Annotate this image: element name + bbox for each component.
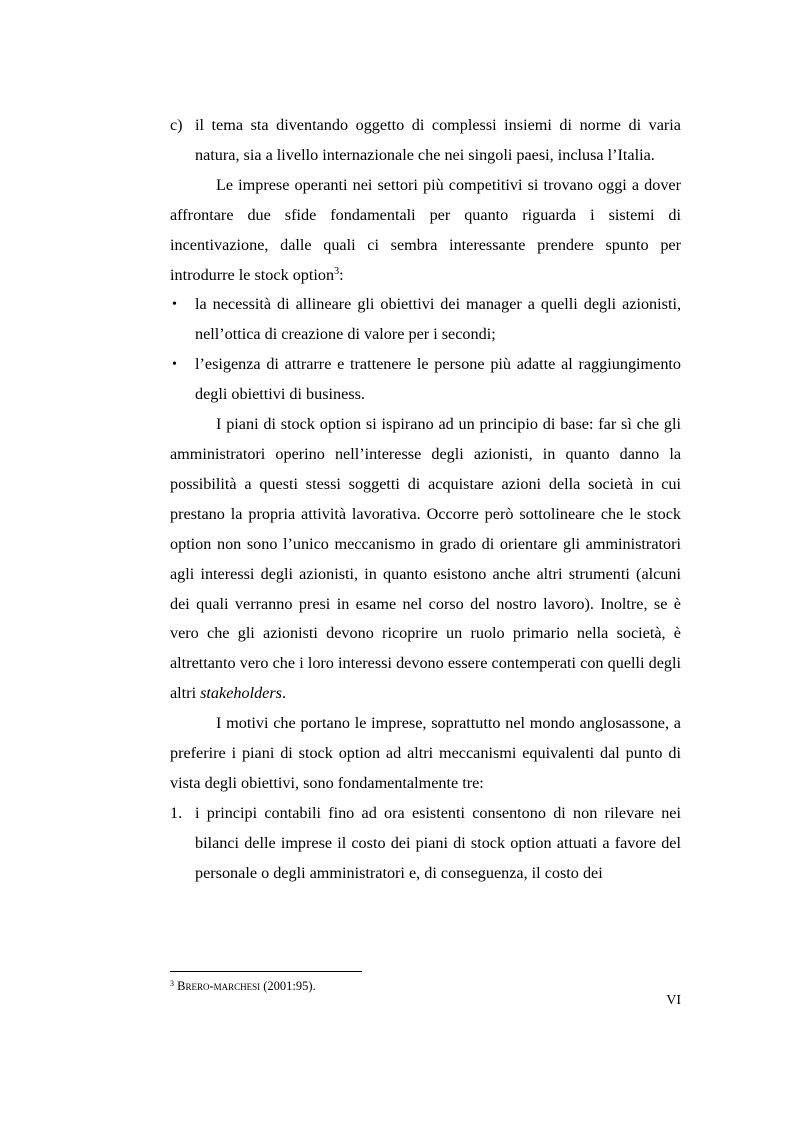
italic-term: stakeholders <box>200 684 282 703</box>
numbered-text: i principi contabili fino ad ora esistenti consentono di non rilevare nei bilanci delle imprese il costo dei piani di stock option attuati a favore del personale o degli amministratori e, di conseguenza, il costo dei <box>195 803 681 882</box>
footnote-reference[interactable]: 3 <box>334 265 340 277</box>
footnote-citation: (2001:95). <box>263 979 316 993</box>
paragraph-text: I piani di stock option si ispirano ad un principio di base: far sì che gli amministratori operino nell’interesse degli azionisti, in quanto danno la possibilità a questi stessi soggetti di acquistare azioni della società in cui prestano la propria attività lavorativa. Occorre però sottolineare che le stock option non sono l’unico meccanismo in grado di orientare gli amministratori agli interessi degli azionisti, in quanto esistono anche altri strumenti (alcuni dei quali verranno presi in esame nel corso del nostro lavoro). Inoltre, se è vero che gli azionisti devono ricoprire un ruolo primario nella società, è altrettanto vero che i loro interessi devono essere contemperati con quelli degli altri <box>170 415 681 703</box>
numbered-marker: 1. <box>170 803 183 822</box>
list-item-c <box>170 111 681 171</box>
body-text <box>170 111 681 889</box>
bullet-item <box>170 350 681 410</box>
paragraph <box>170 171 681 291</box>
paragraph <box>170 709 681 799</box>
numbered-item <box>170 799 681 889</box>
list-marker-c: c) <box>170 116 183 134</box>
paragraph <box>170 410 681 709</box>
paragraph-suffix: . <box>281 684 286 703</box>
footnote <box>170 978 316 994</box>
bullet-icon: • <box>172 357 177 373</box>
paragraph-suffix: : <box>339 265 344 284</box>
bullet-text: l’esigenza di attrarre e trattenere le persone più adatte al raggiungimento degli obiettivi di business. <box>195 355 681 404</box>
list-item-text: il tema sta diventando oggetto di complessi insiemi di norme di varia natura, sia a livello internazionale che nei singoli paesi, inclusa l’Italia. <box>195 116 681 164</box>
footnote-divider <box>170 971 362 972</box>
paragraph-text: I motivi che portano le imprese, soprattutto nel mondo anglosassone, a preferire i piani di stock option ad altri meccanismi equivalenti dal punto di vista degli obiettivi, sono fondamentalmente tre: <box>170 714 681 792</box>
paragraph-text: Le imprese operanti nei settori più competitivi si trovano oggi a dover affrontare due sfide fondamentali per quanto riguarda i sistemi di incentivazione, dalle quali ci sembra interessante prendere spunto per introdurre le stock option <box>170 175 681 284</box>
bullet-item <box>170 290 681 350</box>
bullet-icon: • <box>172 297 177 313</box>
bullet-text: la necessità di allineare gli obiettivi dei manager a quelli degli azionisti, nell’ottica di creazione di valore per i secondi; <box>195 295 681 344</box>
footnote-number: 3 <box>170 979 174 988</box>
page-number: VI <box>666 993 681 1008</box>
footnote-author: Brero-marchesi <box>177 979 261 993</box>
